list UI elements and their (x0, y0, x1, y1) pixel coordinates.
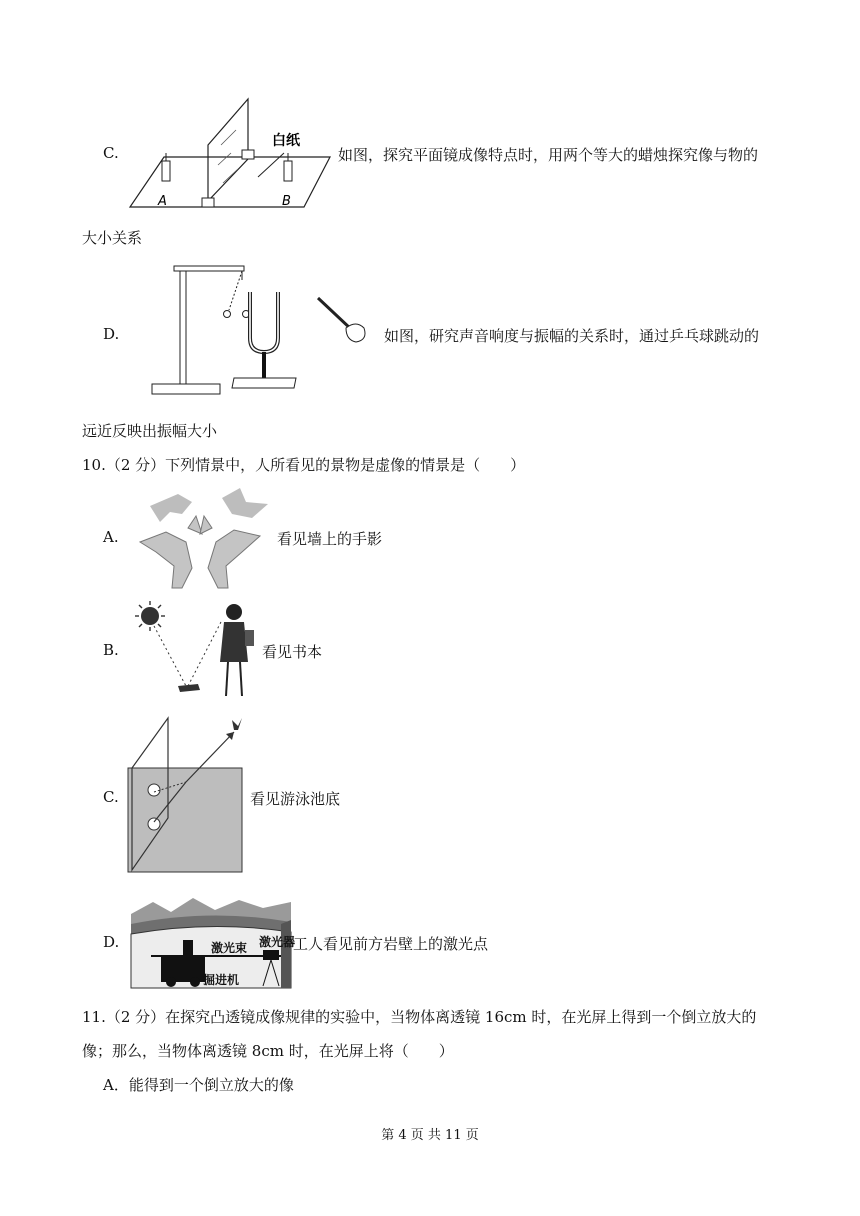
page-footer: 第 4 页 共 11 页 (381, 1128, 479, 1143)
q9-optC-letter: C. (103, 144, 119, 162)
q10-optA-text: 看见墙上的手影 (277, 530, 383, 548)
q11-stem-line1: 11.（2 分）在探究凸透镜成像规律的实验中，当物体离透镜 16cm 时，在光屏上得到一个倒立放大的 (82, 1008, 757, 1026)
q10-optC-text: 看见游泳池底 (250, 790, 341, 808)
sun-book-figure (130, 598, 260, 704)
q10-optC-letter: C. (103, 788, 119, 806)
q10-optA-letter: A. (103, 528, 119, 546)
q9-optD-text-line1: 如图，研究声音响度与振幅的关系时，通过乒乓球跳动的 (384, 327, 760, 345)
pool-bottom-figure (126, 716, 244, 874)
fig-label-a: A (158, 194, 167, 209)
fig-label-machine: 掘进机 (203, 973, 240, 987)
q11-stem-line2: 像；那么，当物体离透镜 8cm 时，在光屏上将（ ） (82, 1042, 454, 1060)
q11-optA: A．能得到一个倒立放大的像 (103, 1076, 294, 1094)
fig-label-paper: 白纸 (272, 133, 300, 149)
fig-label-laser-beam: 激光束 (211, 941, 248, 955)
laser-tunnel-figure (131, 894, 296, 988)
q10-optB-letter: B. (103, 641, 119, 659)
q10-stem: 10.（2 分）下列情景中，人所看见的景物是虚像的情景是（ ） (82, 456, 526, 474)
q9-optD-letter: D. (103, 325, 120, 343)
fig-label-b: B (282, 194, 291, 209)
plane-mirror-figure (126, 95, 334, 212)
q10-optB-text: 看见书本 (262, 643, 323, 661)
tuning-fork-figure (150, 262, 372, 400)
q9-optD-text-line2: 远近反映出振幅大小 (82, 422, 218, 440)
fig-label-laser-device: 激光器 (259, 935, 296, 949)
hand-shadow-figure (130, 484, 272, 590)
q9-optC-text-line1: 如图，探究平面镜成像特点时，用两个等大的蜡烛探究像与物的 (338, 146, 759, 164)
q10-optD-text: 工人看见前方岩壁上的激光点 (293, 935, 489, 953)
q10-optD-letter: D. (103, 933, 120, 951)
q9-optC-text-line2: 大小关系 (82, 229, 143, 247)
